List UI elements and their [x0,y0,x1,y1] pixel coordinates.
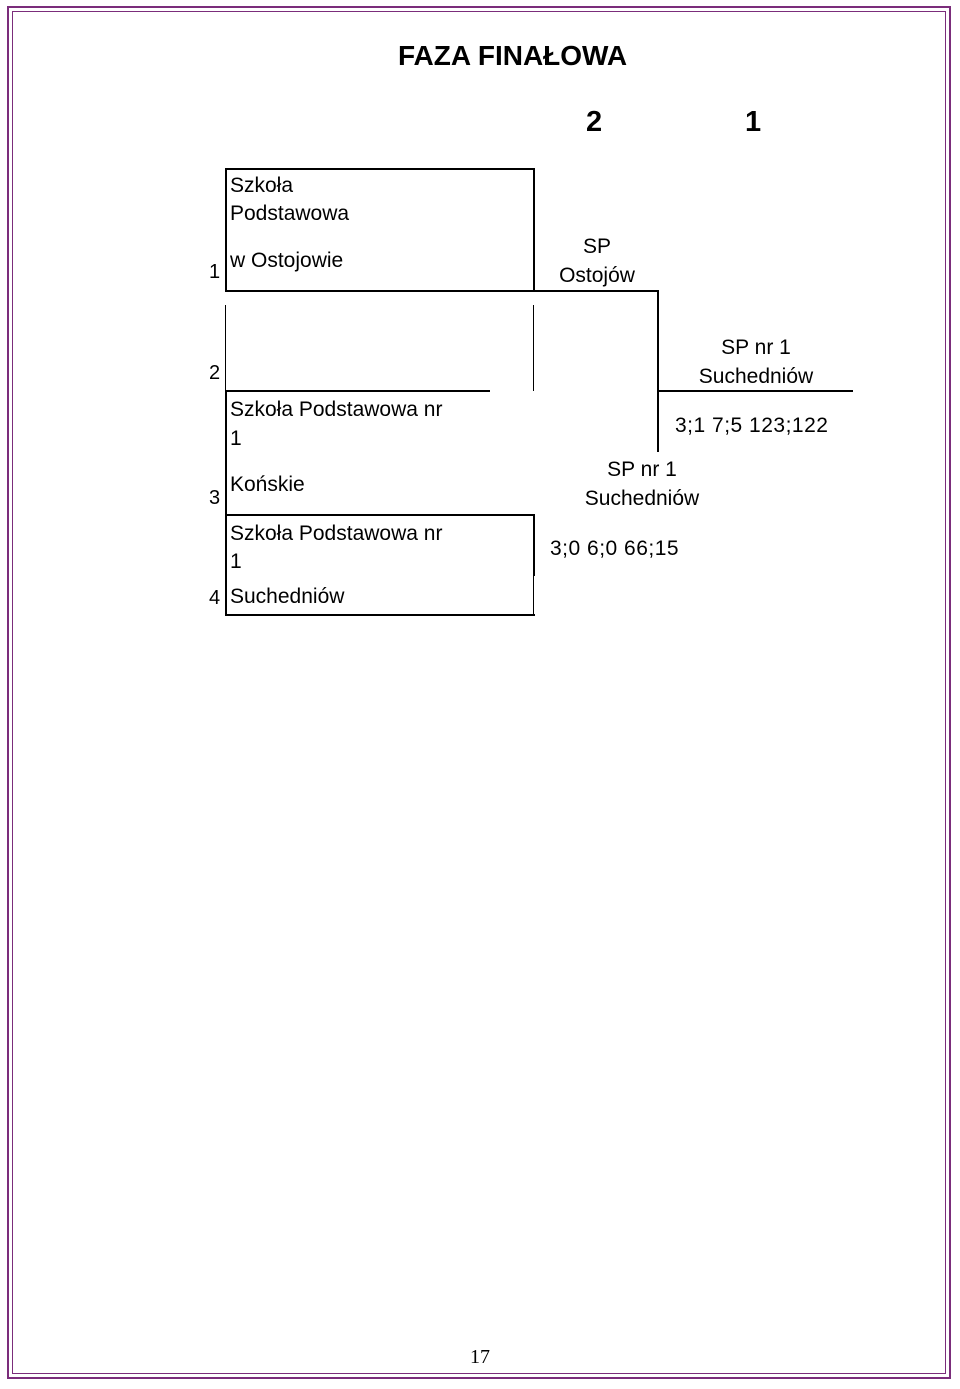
bracket-line-left-1 [225,168,227,291]
bracket-line-left-3 [225,392,227,514]
bracket-line-team-3-top [225,390,490,392]
team-4-line1: Szkoła Podstawowa nr [230,522,443,545]
team-1-line2: Podstawowa [230,202,350,225]
bracket-line-right-4 [533,576,534,616]
team-4-line3: Suchedniów [230,585,345,608]
seed-2: 2 [209,362,221,384]
page-number: 17 [470,1346,490,1368]
bracket-line-right-2 [533,305,534,391]
team-3-line1: Szkoła Podstawowa nr [230,398,443,421]
bracket-line-sf-bottom-connector [533,514,535,576]
page-title: FAZA FINAŁOWA [398,40,628,71]
bracket-line-sf-top [225,290,658,292]
bracket-line-final [657,390,853,392]
final-line2: Suchedniów [698,365,814,388]
final-score: 3;1 7;5 123;122 [675,414,829,437]
round-label-1: 1 [745,106,762,138]
team-4-line2: 1 [230,550,242,573]
bracket-line-left-2 [225,305,226,391]
bracket-line-bottom [225,614,535,616]
bracket-line-left-4 [225,516,227,616]
bracket-line-team-3-bottom [225,514,535,516]
semifinal-top-line1: SP [582,235,611,258]
semifinal-top-line2: Ostojów [559,264,635,287]
bracket-line-top [225,168,535,170]
seed-1: 1 [209,261,221,283]
team-1-line1: Szkoła [230,174,294,197]
seed-4: 4 [209,587,221,609]
page-border-inner [12,11,946,1374]
semifinal-bottom-line1: SP nr 1 [607,458,677,481]
bracket-line-right-1 [533,168,535,291]
seed-3: 3 [209,487,221,509]
bracket-line-sf-connector [657,290,659,452]
final-line1: SP nr 1 [721,336,791,359]
team-3-line2: 1 [230,427,242,450]
semifinal-bottom-score: 3;0 6;0 66;15 [550,537,680,560]
round-label-2: 2 [586,106,603,138]
team-1-line3: w Ostojowie [230,249,344,272]
team-3-line3: Końskie [230,473,305,496]
semifinal-bottom-line2: Suchedniów [584,487,700,510]
